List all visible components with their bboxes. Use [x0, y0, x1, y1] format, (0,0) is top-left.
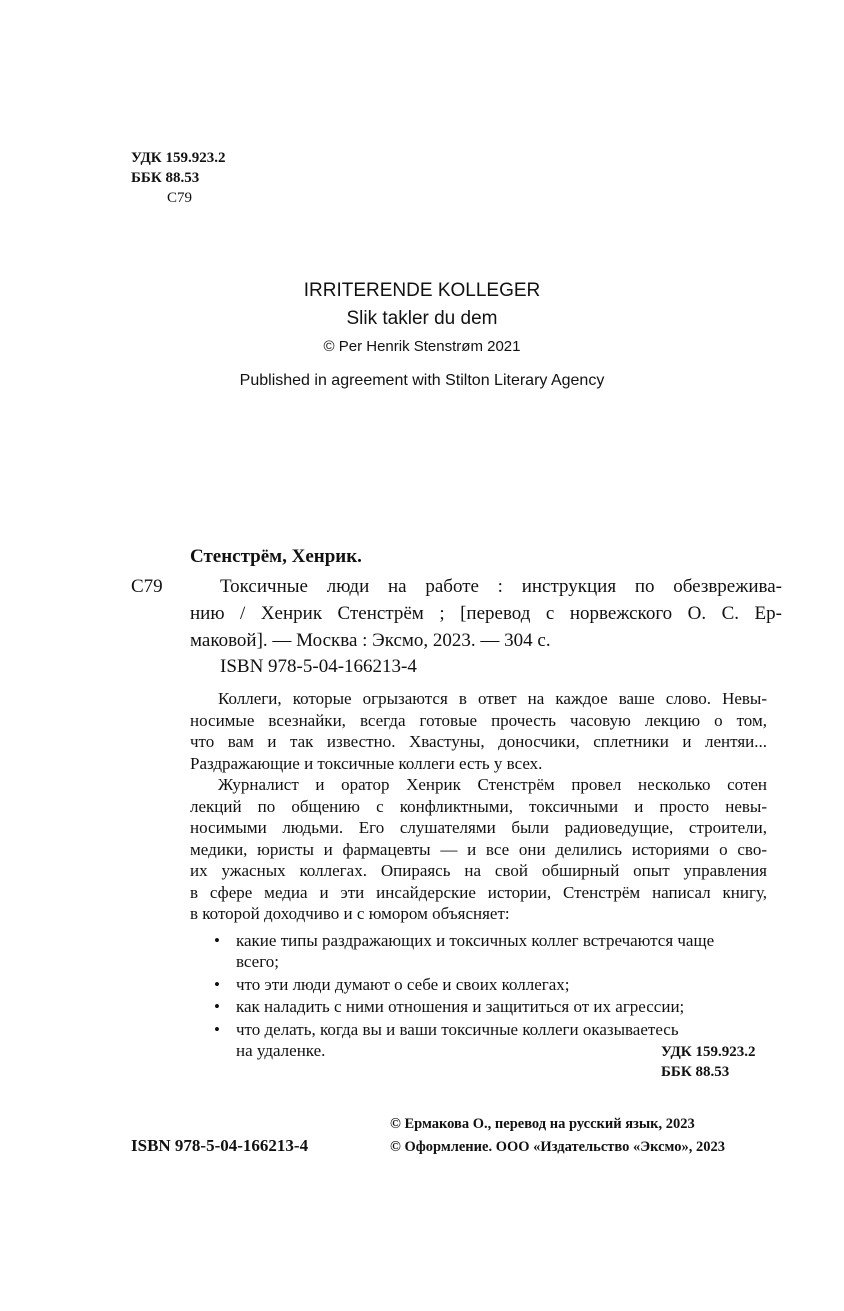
bullet-item: [214, 996, 767, 1018]
original-subtitle: Slik takler du dem: [346, 308, 498, 329]
annotation-line: Раздражающие и токсичные коллеги есть у всех.: [190, 753, 543, 773]
bullet-line: • как наладить с ними отношения и защититься от их агрессии;: [236, 997, 685, 1016]
record-line: маковой]. — Москва : Эксмо, 2023. — 304 с.: [190, 630, 551, 651]
annotation-line: медики, юристы и фармацевты — и все они делились историями о сво-: [190, 839, 767, 859]
record-line: Токсичные люди на работе : инструкция по обезврежива-: [220, 576, 782, 597]
bullet-line: • что делать, когда вы и ваши токсичные коллеги оказываетесь: [236, 1019, 679, 1039]
annotation-bullet-list: [214, 930, 767, 1062]
top-author-mark: С79: [167, 190, 193, 206]
annotation-bbk: ББК 88.53: [661, 1064, 730, 1080]
bullet-item: [214, 974, 767, 996]
original-copyright: © Per Henrik Stenstrøm 2021: [323, 338, 521, 355]
top-udk: УДК 159.923.2: [131, 150, 226, 166]
agreement-line: Published in agreement with Stilton Literary Agency: [239, 372, 605, 389]
bullet-line: всего;: [236, 952, 279, 971]
annotation-line: в которой доходчиво и с юмором объясняет:: [190, 904, 510, 923]
annotation-paragraph-2: [190, 774, 767, 925]
bullet-line: на удаленке.: [236, 1041, 326, 1060]
annotation-line: Коллеги, которые огрызаются в ответ на каждое ваше слово. Невы-: [218, 689, 767, 708]
annotation-line: носимыми людьми. Его слушателями были радиоведущие, строители,: [190, 818, 767, 837]
catalog-isbn: ISBN 978-5-04-166213-4: [220, 656, 417, 677]
annotation-line: их ужасных коллегах. Опираясь на свой обширный опыт управления: [190, 861, 767, 880]
annotation-line: носимые всезнайки, всегда готовые прочесть часовую лекцию о том,: [190, 710, 767, 730]
record-line: нию / Хенрик Стенстрём ; [перевод с норвежского О. С. Ер-: [190, 603, 782, 624]
catalog-author-heading: Стенстрём, Хенрик.: [190, 546, 362, 567]
bullet-item: [214, 930, 767, 973]
annotation-line: Журналист и оратор Хенрик Стенстрём провел несколько сотен: [218, 775, 767, 794]
footer-isbn: ISBN 978-5-04-166213-4: [131, 1136, 309, 1155]
catalog-author-mark: С79: [131, 576, 163, 597]
bullet-line: • какие типы раздражающих и токсичных коллег встречаются чаще: [236, 930, 715, 950]
annotation-paragraph-1: [190, 688, 767, 774]
top-bbk: ББК 88.53: [131, 170, 200, 186]
original-title: IRRITERENDE KOLLEGER: [303, 280, 541, 301]
catalog-record: [190, 573, 782, 654]
footer-copyright-translation: © Ермакова О., перевод на русский язык, 2023: [390, 1116, 695, 1132]
annotation-line: в сфере медиа и эти инсайдерские истории, Стенстрём написал книгу,: [190, 882, 767, 902]
bullet-line: • что эти люди думают о себе и своих коллегах;: [236, 974, 570, 994]
footer-copyright-design: © Оформление. ООО «Издательство «Эксмо», 2023: [390, 1139, 725, 1155]
annotation: [190, 688, 767, 1062]
annotation-udk: УДК 159.923.2: [661, 1044, 756, 1060]
annotation-line: что вам и так известно. Хвастуны, доносчики, сплетники и лентяи...: [190, 732, 767, 751]
annotation-line: лекций по общению с конфликтными, токсичными и просто невы-: [190, 796, 767, 816]
